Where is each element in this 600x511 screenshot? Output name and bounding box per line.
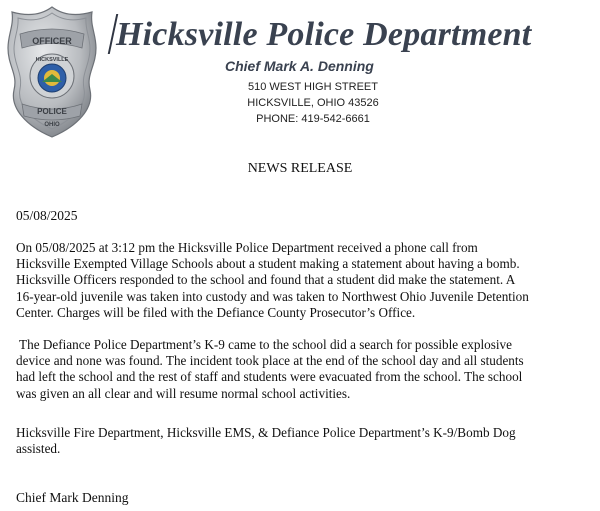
address-city: HICKSVILLE, OHIO 43526	[247, 97, 379, 109]
paragraph-line: Center. Charges will be filed with the Defiance County Prosecutor’s Office.	[16, 304, 416, 320]
badge-state-text: OHIO	[44, 122, 60, 128]
paragraph-line: had left the school and the rest of staff and students were evacuated from the school. The school	[16, 369, 523, 385]
paragraph-line: Hicksville Fire Department, Hicksville EMS, & Defiance Police Department’s K-9/Bomb Dog	[16, 425, 516, 440]
badge-city-text: HICKSVILLE	[35, 57, 69, 63]
police-badge-logo	[6, 4, 98, 140]
badge-bottom-text: POLICE	[37, 107, 67, 116]
paragraph-line: device and none was found. The incident took place at the end of the school day and all students	[16, 353, 524, 369]
chief-name: Chief Mark A. Denning	[225, 58, 374, 74]
paragraph-line: 16-year-old juvenile was taken into custody and was taken to Northwest Ohio Juvenile Detention	[16, 288, 529, 304]
news-release-heading: NEWS RELEASE	[247, 161, 353, 176]
paragraph-line: assisted.	[16, 441, 61, 457]
paragraph-line: The Defiance Police Department’s K-9 came to the school did a search for possible explosive	[16, 337, 512, 352]
phone-number: PHONE: 419-542-6661	[256, 113, 370, 125]
paragraph-line: Hicksville Officers responded to the school and found that a student did make the statement. A	[16, 272, 516, 288]
paragraph-line: Hicksville Exempted Village Schools about a student making a statement about having a bomb.	[16, 256, 520, 272]
paragraph-assisting-agencies	[16, 425, 596, 457]
badge-top-text: OFFICER	[32, 36, 72, 46]
release-date: 05/08/2025	[16, 208, 78, 223]
paragraph-k9-search	[16, 337, 596, 402]
paragraph-incident	[16, 240, 596, 321]
department-title: Hicksville Police Department	[116, 16, 532, 53]
address-street: 510 WEST HIGH STREET	[248, 81, 378, 93]
paragraph-line: was given an all clear and will resume normal school activities.	[16, 385, 351, 401]
signature-line: Chief Mark Denning	[16, 490, 129, 505]
paragraph-line: On 05/08/2025 at 3:12 pm the Hicksville Police Department received a phone call from	[16, 240, 478, 255]
